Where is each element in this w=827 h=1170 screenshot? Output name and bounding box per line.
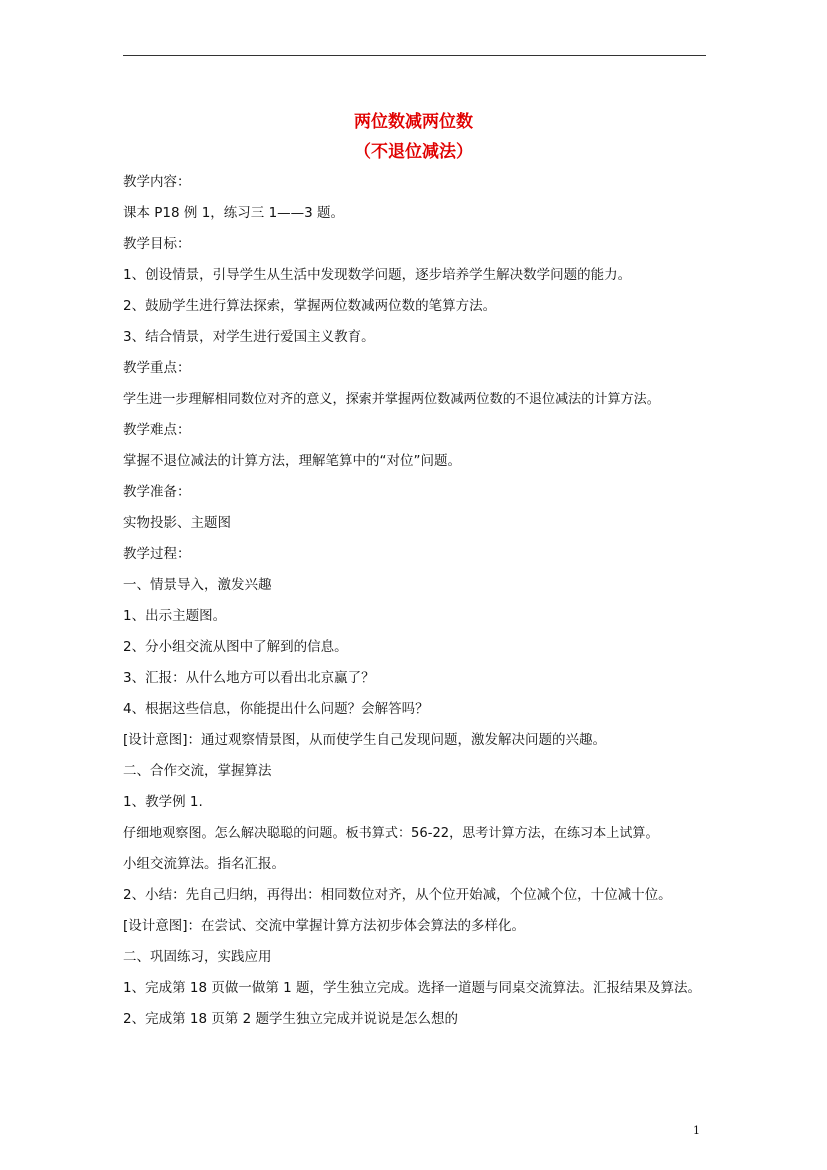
text-line: 3、结合情景，对学生进行爱国主义教育。: [123, 329, 375, 345]
text-line: 课本 P18 例 1，练习三 1——3 题。: [123, 205, 345, 221]
text-line: 二、合作交流，掌握算法: [123, 763, 272, 779]
text-line: 教学过程：: [123, 546, 191, 562]
document-body: [123, 167, 713, 1035]
text-line: 1、出示主题图。: [123, 608, 227, 624]
text-line: 学生进一步理解相同数位对齐的意义，探索并掌握两位数减两位数的不退位减法的计算方法。: [123, 392, 660, 407]
text-line: [设计意图]：在尝试、交流中掌握计算方法初步体会算法的多样化。: [123, 918, 526, 934]
text-line: [设计意图]：通过观察情景图，从而使学生自己发现问题，激发解决问题的兴趣。: [123, 732, 607, 748]
text-line: 小组交流算法。指名汇报。: [123, 856, 285, 872]
text-line: 教学准备：: [123, 484, 191, 500]
text-line: 2、分小组交流从图中了解到的信息。: [123, 639, 348, 655]
text-line: 1、创设情景，引导学生从生活中发现数学问题，逐步培养学生解决数学问题的能力。: [123, 267, 632, 283]
text-line: 2、小结：先自己归纳，再得出：相同数位对齐，从个位开始减，个位减个位，十位减十位。: [123, 887, 672, 903]
text-line: 二、巩固练习，实践应用: [123, 949, 272, 965]
page-title: 两位数减两位数: [354, 112, 473, 132]
text-line: 4、根据这些信息，你能提出什么问题？会解答吗？: [123, 701, 429, 717]
header-rule: [123, 55, 706, 56]
text-line: 教学内容：: [123, 174, 191, 190]
text-line: 1、教学例 1.: [123, 794, 203, 810]
text-line: 教学目标：: [123, 236, 191, 252]
text-line: 3、汇报：从什么地方可以看出北京赢了？: [123, 670, 375, 686]
text-line: 2、完成第 18 页第 2 题学生独立完成并说说是怎么想的: [123, 1011, 459, 1027]
text-line: 一、情景导入，激发兴趣: [123, 577, 272, 593]
text-line: 2、鼓励学生进行算法探索，掌握两位数减两位数的笔算方法。: [123, 298, 497, 314]
text-line: 掌握不退位减法的计算方法，理解笔算中的“对位”问题。: [123, 453, 461, 469]
text-line: 仔细地观察图。怎么解决聪聪的问题。板书算式：56-22，思考计算方法，在练习本上试算。: [123, 826, 659, 841]
text-line: 实物投影、主题图: [123, 515, 231, 531]
page-subtitle: （不退位减法）: [354, 142, 473, 162]
page-number: 1: [693, 1124, 700, 1137]
text-line: 教学难点：: [123, 422, 191, 438]
text-line: 1、完成第 18 页做一做第 1 题，学生独立完成。选择一道题与同桌交流算法。汇报结果及算法。: [123, 980, 702, 996]
text-line: 教学重点：: [123, 360, 191, 376]
